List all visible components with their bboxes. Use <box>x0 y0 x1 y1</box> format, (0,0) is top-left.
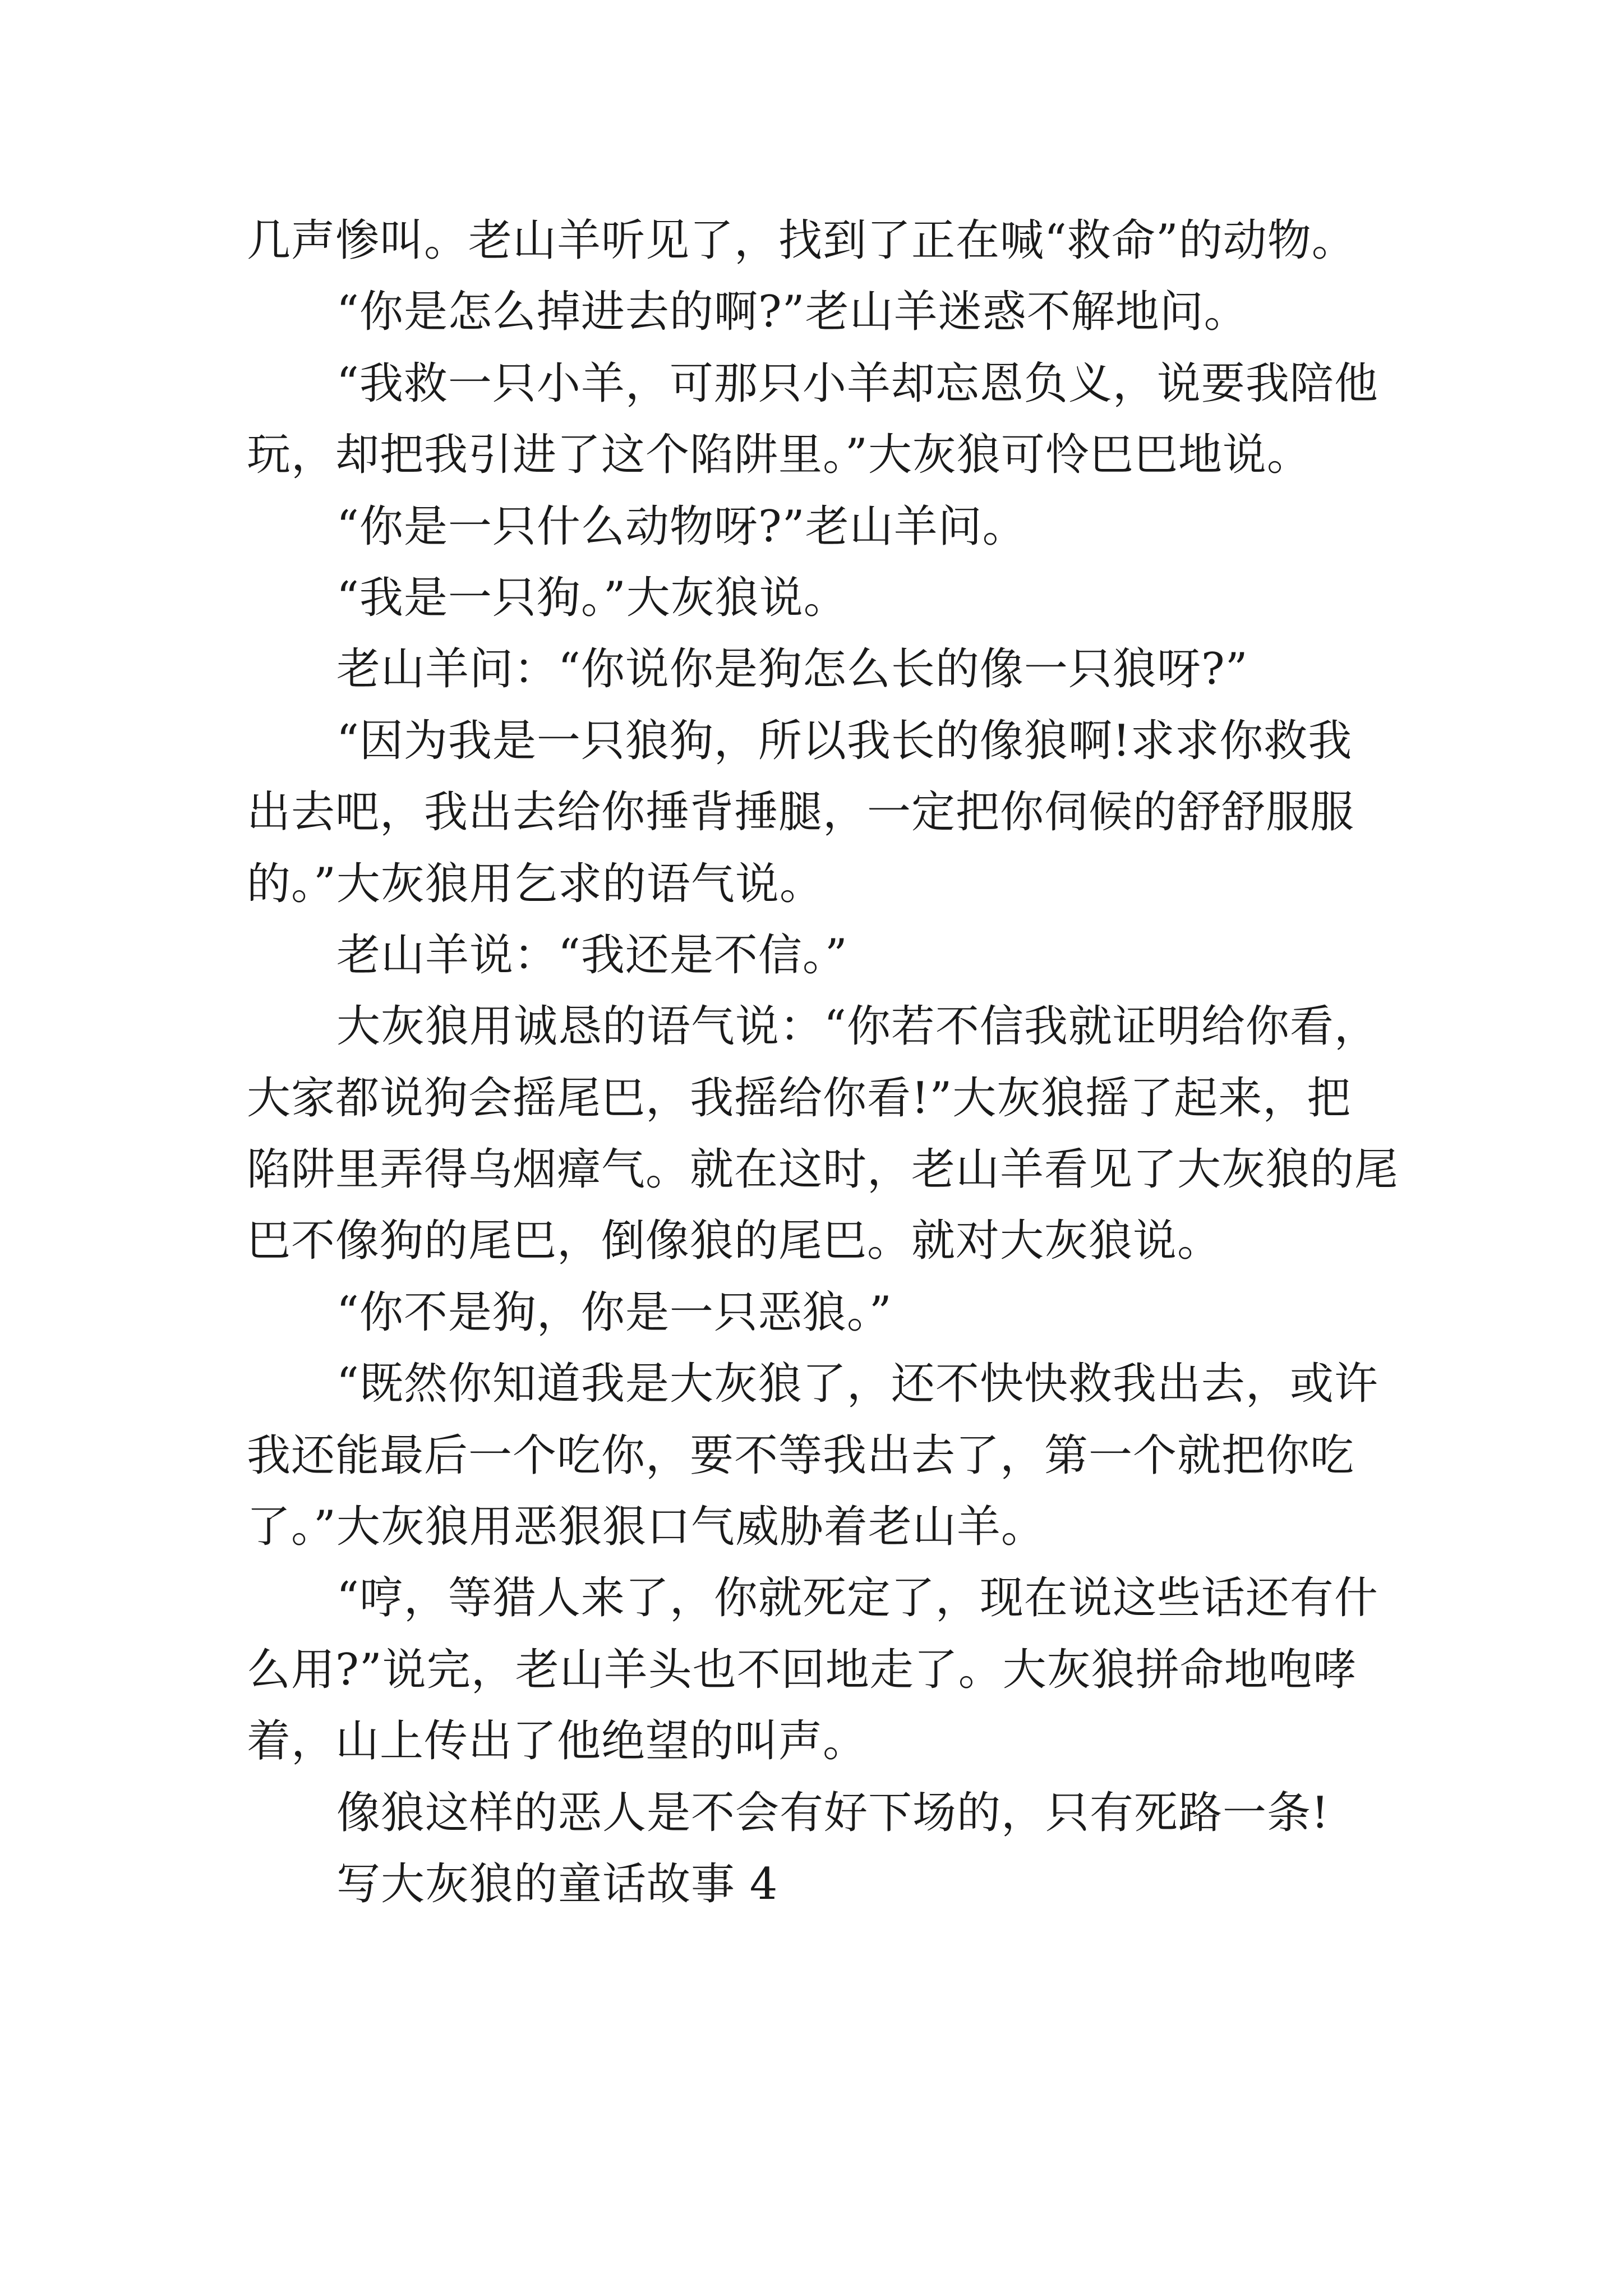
text-line-16: “你不是狗，你是一只恶狼。” <box>336 1287 892 1338</box>
text-line-7: 老山羊问：“你说你是狗怎么长的像一只狼呀?” <box>336 644 1248 695</box>
text-line-6: “我是一只狗。”大灰狼说。 <box>336 572 848 623</box>
section-heading: 写大灰狼的童话故事 4 <box>336 1858 778 1910</box>
text-line-23: 像狼这样的恶人是不会有好下场的，只有死路一条! <box>336 1787 1330 1838</box>
text-line-10: 的。”大灰狼用乞求的语气说。 <box>247 858 824 909</box>
text-line-12: 大灰狼用诚恳的语气说：“你若不信我就证明给你看， <box>336 1001 1378 1052</box>
text-line-2: “你是怎么掉进去的啊?”老山羊迷惑不解地问。 <box>336 287 1248 338</box>
text-line-14: 陷阱里弄得乌烟瘴气。就在这时，老山羊看见了大灰狼的尾 <box>247 1144 1399 1195</box>
text-line-19: 了。”大灰狼用恶狠狠口气威胁着老山羊。 <box>247 1502 1045 1553</box>
text-line-21: 么用?”说完，老山羊头也不回地走了。大灰狼拼命地咆哮 <box>247 1644 1357 1695</box>
text-line-22: 着，山上传出了他绝望的叫声。 <box>247 1716 868 1767</box>
text-line-8: “因为我是一只狼狗，所以我长的像狼啊!求求你救我 <box>336 715 1353 766</box>
text-line-4: 玩，却把我引进了这个陷阱里。”大灰狼可怜巴巴地说。 <box>247 430 1311 481</box>
text-line-13: 大家都说狗会摇尾巴，我摇给你看!”大灰狼摇了起来，把 <box>247 1073 1352 1124</box>
text-line-15: 巴不像狗的尾巴，倒像狼的尾巴。就对大灰狼说。 <box>247 1216 1222 1267</box>
text-line-1: 几声惨叫。老山羊听见了，找到了正在喊“救命”的动物。 <box>247 215 1356 266</box>
text-line-17: “既然你知道我是大灰狼了，还不快快救我出去，或许 <box>336 1359 1378 1410</box>
text-line-5: “你是一只什么动物呀?”老山羊问。 <box>336 501 1027 552</box>
text-line-18: 我还能最后一个吃你，要不等我出去了，第一个就把你吃 <box>247 1430 1355 1481</box>
text-line-11: 老山羊说：“我还是不信。” <box>336 930 848 981</box>
text-line-3: “我救一只小羊，可那只小羊却忘恩负义，说要我陪他 <box>336 358 1378 409</box>
text-line-9: 出去吧，我出去给你捶背捶腿，一定把你伺候的舒舒服服 <box>247 787 1355 838</box>
story-text <box>247 205 1399 1920</box>
text-line-20: “哼，等猎人来了，你就死定了，现在说这些话还有什 <box>336 1573 1378 1624</box>
